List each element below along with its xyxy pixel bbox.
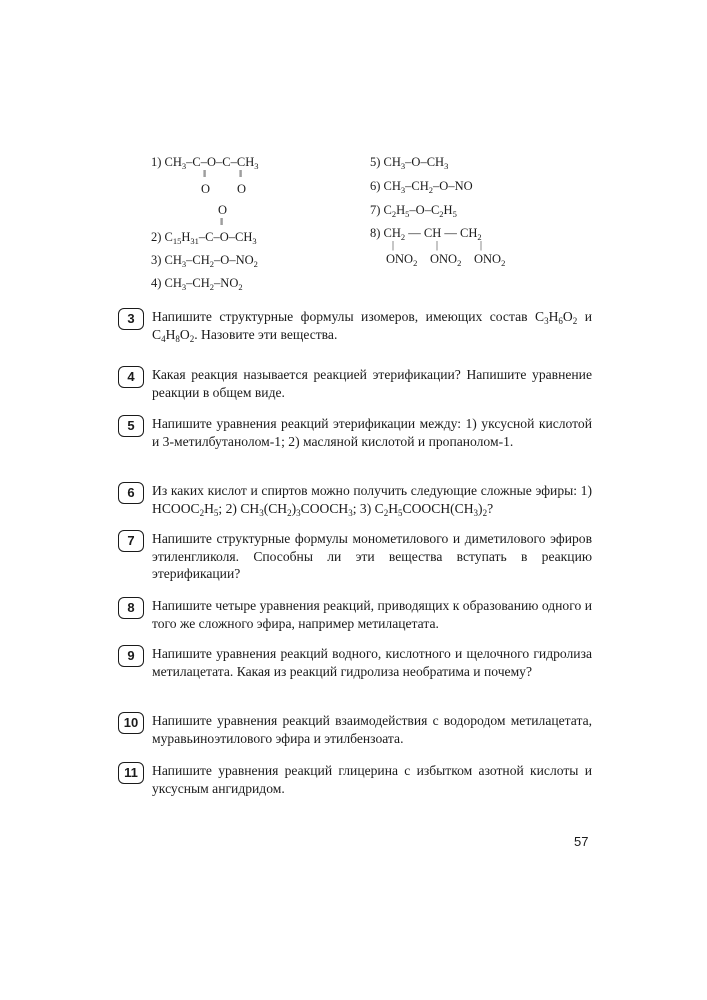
task-number-badge: 11: [118, 762, 144, 784]
formula-1: 1) $CH_3-C-O-C-CH_3$ ‖ ‖ O O: [151, 155, 259, 196]
task-6: [118, 482, 592, 517]
task-9: [118, 645, 592, 680]
task-number-badge: 10: [118, 712, 144, 734]
task-10: [118, 712, 592, 747]
task-number-badge: 9: [118, 645, 144, 667]
task-8: [118, 597, 592, 632]
task-number-badge: 6: [118, 482, 144, 504]
task-text: Напишите структурные формулы изомеров, имеющих состав $C_3H_6O_2$ и $C_4H_8O_2$. Назовите эти вещества.: [152, 309, 592, 344]
task-text: Напишите уравнения реакций глицерина с избытком азотной кислоты и уксусным ангидридом.: [152, 763, 592, 796]
task-7: [118, 530, 592, 583]
task-number-badge: 8: [118, 597, 144, 619]
task-number-badge: 5: [118, 415, 144, 437]
formula-2: O ‖ 2) $C_{15}H_{31}-C-O-CH_3$: [151, 203, 257, 246]
task-5: [118, 415, 592, 450]
task-text: Напишите четыре уравнения реакций, приводящих к образованию одного и того же сложного эфира, например метилацетата.: [152, 598, 592, 631]
formula-5: 5) $CH_3-O-CH_3$: [370, 155, 449, 171]
task-text: Напишите уравнения реакций взаимодействия с водородом метилацетата, муравьиноэтилового эфира и этилбензоата.: [152, 713, 592, 746]
formula-8: 8) $CH_2$ — CH — $CH_2$ | | | $ONO_2$ $ONO_2$ $ONO_2$: [370, 226, 506, 268]
formula-7: 7) $C_2H_5-O-C_2H_5$: [370, 203, 457, 219]
task-4: [118, 366, 592, 401]
task-text: Из каких кислот и спиртов можно получить следующие сложные эфиры: 1) $HCOOC_2H_5$; 2) $CH_3(CH_2)_3COOCH_3$; 3) $C_2H_5COOCH(CH_3)_2$?: [152, 483, 592, 518]
task-text: Напишите уравнения реакций этерификации между: 1) уксусной кислотой и 3-метилбутанолом-1; 2) масляной кислотой и пропанолом-1.: [152, 416, 592, 449]
task-number-badge: 3: [118, 308, 144, 330]
formula-3: 3) $CH_3-CH_2-O-NO_2$: [151, 253, 258, 269]
task-number-badge: 7: [118, 530, 144, 552]
task-11: [118, 762, 592, 797]
page-number: 57: [574, 834, 589, 849]
formula-6: 6) $CH_3-CH_2-O-NO$: [370, 179, 473, 195]
formula-4: 4) $CH_3-CH_2-NO_2$: [151, 276, 243, 292]
task-number-badge: 4: [118, 366, 144, 388]
task-text: Напишите уравнения реакций водного, кислотного и щелочного гидролиза метилацетата. Какая из реакций гидролиза необратима и почему?: [152, 646, 592, 679]
task-text: Какая реакция называется реакцией этерификации? Напишите уравнение реакции в общем виде.: [152, 367, 592, 400]
task-text: Напишите структурные формулы монометилового и диметилового эфиров этиленгликоля. Способны ли эти вещества вступать в реакцию этерификации?: [152, 531, 592, 582]
task-3: [118, 308, 592, 343]
